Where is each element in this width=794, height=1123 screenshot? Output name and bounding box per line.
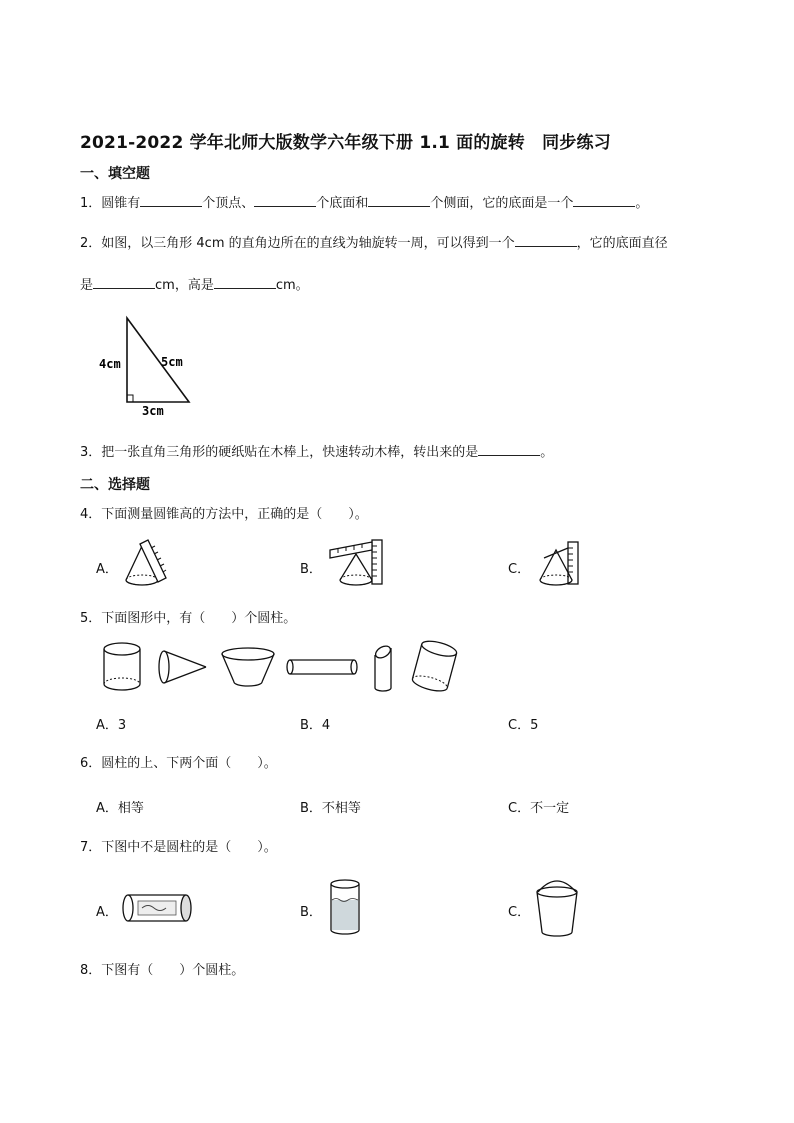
q2-text-2: ，它的底面直径: [576, 236, 668, 251]
tilted-cylinder-icon: [411, 638, 458, 694]
q1-text-5: 。: [635, 196, 649, 211]
q2-text-5: cm。: [275, 278, 309, 293]
slanted-cylinder-icon: [374, 644, 393, 691]
blank[interactable]: [368, 194, 430, 207]
cylinder-icon: [104, 643, 140, 690]
tape-roll-icon: [120, 890, 192, 926]
q1-text-2: 个顶点、: [202, 196, 255, 211]
q6-option-c[interactable]: C．不一定: [508, 801, 570, 816]
blank[interactable]: [140, 194, 202, 207]
question-5: 5．下面图形中，有（ ）个圆柱。: [80, 611, 297, 626]
right-triangle-figure: [95, 310, 205, 420]
page-title: 2021-2022 学年北师大版数学六年级下册 1.1 面的旋转 同步练习: [80, 133, 611, 153]
blank[interactable]: [214, 276, 276, 289]
q4-option-c[interactable]: C．: [508, 562, 531, 577]
q1-text-1: 1．圆锥有: [80, 196, 141, 211]
q5-option-a[interactable]: A．3: [96, 718, 127, 733]
q4-option-a[interactable]: A．: [96, 562, 118, 577]
label-3cm: 3cm: [142, 404, 164, 418]
q7-option-c[interactable]: C．: [508, 905, 531, 920]
section-fill-blank: 一、填空题: [80, 166, 150, 182]
q2-text-3: 是: [80, 278, 94, 293]
cone-ruler-b-icon: [328, 536, 390, 590]
q5-option-c[interactable]: C．5: [508, 718, 539, 733]
q5-option-b[interactable]: B．4: [300, 718, 331, 733]
question-6: 6．圆柱的上、下两个面（ ）。: [80, 756, 277, 771]
cone-ruler-c-icon: [534, 538, 584, 590]
q2-text-1: 2．如图，以三角形 4cm 的直角边所在的直线为轴旋转一周，可以得到一个: [80, 236, 515, 251]
frustum-icon: [222, 648, 274, 686]
blank[interactable]: [93, 276, 155, 289]
question-1: [80, 194, 648, 213]
q1-text-4: 个侧面，它的底面是一个: [430, 196, 574, 211]
question-8: 8．下图有（ ）个圆柱。: [80, 963, 245, 978]
glass-cylinder-icon: [328, 878, 362, 938]
section-choice: 二、选择题: [80, 477, 150, 493]
q6-option-b[interactable]: B．不相等: [300, 801, 361, 816]
label-4cm: 4cm: [99, 357, 121, 371]
q3-text-2: 。: [540, 445, 554, 460]
blank[interactable]: [478, 443, 540, 456]
rod-cylinder-icon: [287, 660, 357, 674]
q6-option-a[interactable]: A．相等: [96, 801, 144, 816]
question-4: 4．下面测量圆锥高的方法中，正确的是（ ）。: [80, 507, 368, 522]
q3-text-1: 3．把一张直角三角形的硬纸贴在木棒上，快速转动木棒，转出来的是: [80, 445, 479, 460]
q7-option-a[interactable]: A．: [96, 905, 118, 920]
q1-text-3: 个底面和: [316, 196, 369, 211]
cone-icon: [159, 651, 206, 683]
cone-ruler-a-icon: [120, 538, 170, 588]
question-2-line-2: [80, 276, 309, 295]
label-5cm: 5cm: [161, 355, 183, 369]
question-3: [80, 443, 553, 462]
q2-text-4: cm，高是: [155, 278, 214, 293]
blank[interactable]: [254, 194, 316, 207]
blank[interactable]: [573, 194, 635, 207]
bucket-icon: [532, 874, 582, 940]
q4-option-b[interactable]: B．: [300, 562, 322, 577]
question-2-line-1: [80, 234, 668, 253]
blank[interactable]: [515, 234, 577, 247]
q7-option-b[interactable]: B．: [300, 905, 322, 920]
q5-shapes-figure: [100, 640, 470, 696]
question-7: 7．下图中不是圆柱的是（ ）。: [80, 840, 277, 855]
